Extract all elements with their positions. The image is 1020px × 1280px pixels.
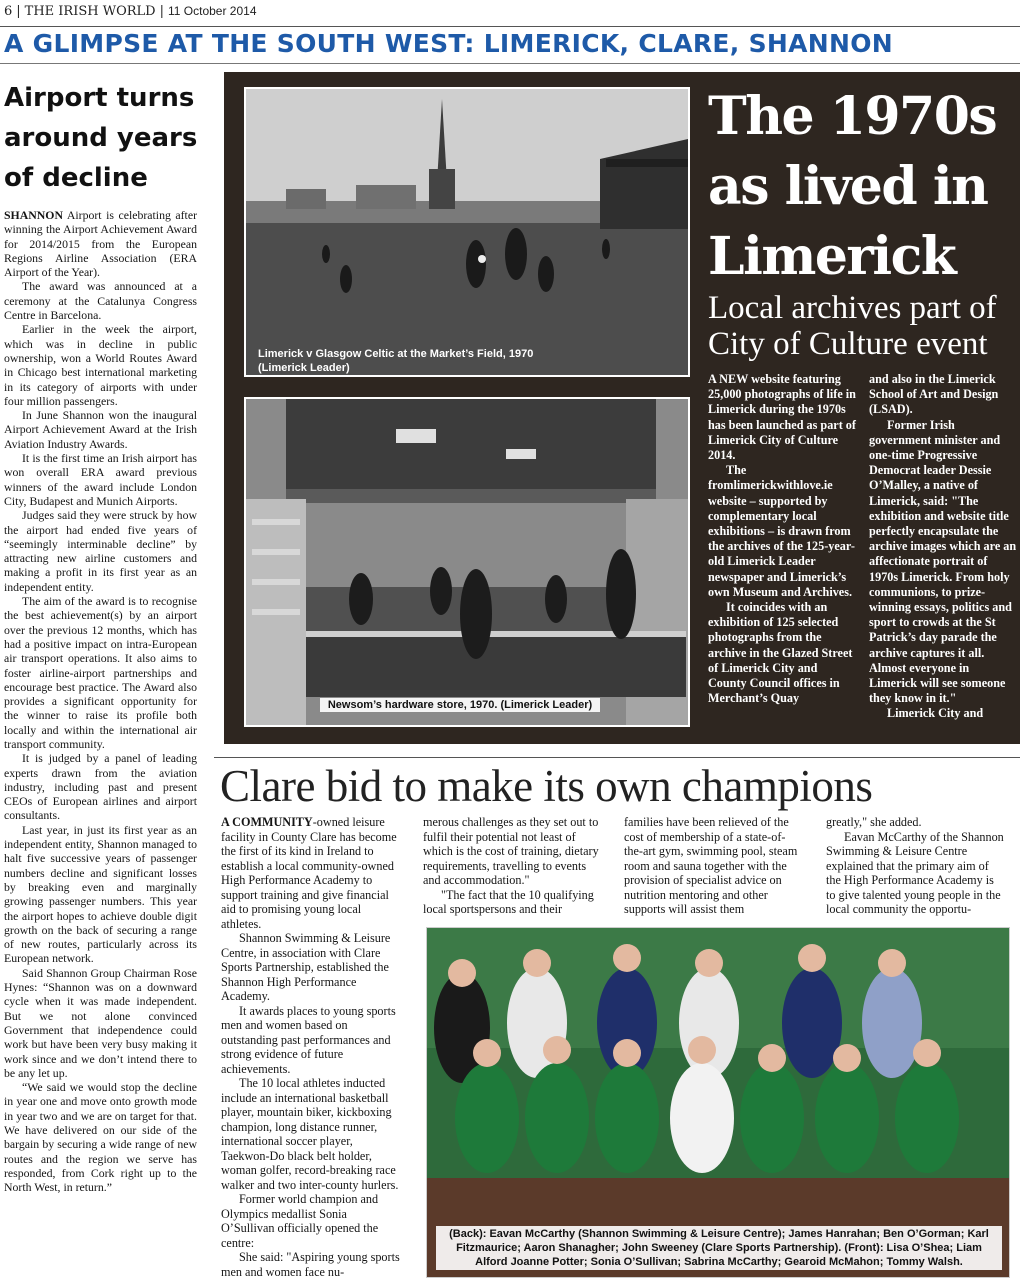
feature-subheadline: Local archives part of City of Culture event — [708, 290, 997, 362]
hardware-store-photo — [244, 397, 690, 727]
airport-headline: Airport turns around years of decline — [4, 83, 198, 193]
feature-headline: The 1970s as lived in Limerick — [708, 86, 997, 287]
airport-article-body: SHANNON Airport is celebrating after winning the Airport Achievement Award for 2014/2015 from the European Regions Airline Association (ERA Airport of the Year). The award was announced at a ceremony at the Catalunya Congress Centre in Barcelona. Earlier in the week the airport, which was in decline in public ownership, won a World Routes Award in Chicago best international marketing in its category of airports with under four million passengers. In June Shannon won the inaugural Airport Achievement Award at the Irish Aviation Industry Awards. It is the first time an Irish airport has won overall ERA award previous winners of the award include London City, Budapest and Munich Airports. Judges said they were struck by how the airport had ended five years of “seemingly interminable decline” by attracting new airline customers and making a profit in its first year as an independent entity. The aim of the award is to recognise the best achievement(s) by an airport over the previous 12 months, which has had a positive impact on intra-European air transport operations. It also aims to foster airline-airport partnerships and encourage best practice. The Award also provides a significant opportunity for the winner to raise its profile both locally and within the international air transport community. It is judged by a panel of leading experts drawn from the aviation industry, including past and present CEOs of European airlines and airport consultants. Last year, in just its first year as an independent entity, Shannon managed to halt five successive years of passenger numbers decline and significant losses by breaking even and marginally growing passenger numbers. This year the airport hopes to achieve double digit growth on the back of securing a range of new routes, particularly across its European network. Said Shannon Group Chairman Rose Hynes: “Shannon was on a downward cycle when it was made independent. But we not alone convinced Government that independence could work but have been very busy making it work since and we don’t intend there to be any let up. “We said we would stop the decline in year one and move onto growth mode in year two and we are on target for that. We have delivered on our side of the bargain by securing a wide range of new routes and the region we serve has responded, from Cork right up to the North West, in return.” — [4, 208, 197, 1195]
page-folio: 6 | THE IRISH WORLD | 11 October 2014 — [4, 4, 257, 19]
clare-column-2: merous challenges as they set out to fulfil their potential not least of which is the cost of training, dietary requirements, travelling to events and accommodation." "The fact that the 10 qualifying local sportspersons and their — [423, 815, 599, 916]
section-rule — [0, 63, 1020, 64]
clare-headline: Clare bid to make its own champions — [220, 761, 873, 811]
football-photo-caption: Limerick v Glasgow Celtic at the Market’s Field, 1970 (Limerick Leader) — [258, 348, 534, 374]
feature-column-2: and also in the Limerick School of Art and Design (LSAD). Former Irish government minister and one-time Progressive Democrat leader Dessie O’Malley, a native of Limerick, said: "The exhibition and website title perfectly encapsulate the archive images which are an affectionate portrait of 1970s Limerick. From holy communions, to prize-winning essays, politics and sport to crowds at the St Patrick’s day parade the archive captures it all. Almost everyone in Limerick will see someone they know in it." Limerick City and — [869, 372, 1017, 721]
page-number: 6 — [4, 4, 13, 19]
article-lead: SHANNON — [4, 208, 63, 222]
article-lead: A COMMUNITY — [221, 815, 313, 829]
issue-date: 11 October 2014 — [168, 4, 257, 18]
clare-column-4: greatly," she added. Eavan McCarthy of the Shannon Swimming & Leisure Centre explained that the primary aim of the High Performance Academy is to give talented young people in the local community the opportu- — [826, 815, 1004, 916]
hardware-photo-caption: Newsom’s hardware store, 1970. (Limerick Leader) — [320, 698, 600, 712]
feature-column-1: A NEW website featuring 25,000 photographs of life in Limerick during the 1970s has been launched as part of Limerick City of Culture 2014. The fromlimerickwithlove.ie website – supported by complementary local exhibitions – is drawn from the archives of the 125-year-old Limerick Leader newspaper and Limerick’s own Museum and Archives. It coincides with an exhibition of 125 selected photographs from the archive in the Glazed Street of Limerick City and County Council offices in Merchant’s Quay — [708, 372, 856, 706]
clare-divider — [214, 757, 1020, 758]
football-match-photo — [244, 87, 690, 377]
publication-name: THE IRISH WORLD — [24, 4, 156, 19]
header-rule — [0, 26, 1020, 27]
clare-column-3: families have been relieved of the cost of membership of a state-of-the-art gym, swimming pool, steam room and sauna together with the provision of specialist advice on nutrition mentoring and other supports will assist them — [624, 815, 798, 916]
clare-column-1: A COMMUNITY-owned leisure facility in County Clare has become the first of its kind in Ireland to establish a local community-owned High Performance Academy to support training and give financial aid to promising young local athletes. Shannon Swimming & Leisure Centre, in association with Clare Sports Partnership, established the Shannon High Performance Academy. It awards places to young sports men and women based on outstanding past performances and strong evidence of future achievements. The 10 local athletes inducted include an international basketball player, mountain biker, kickboxing champion, long distance runner, international soccer player, Taekwon-Do black belt holder, woman golfer, record-breaking race walker and two inter-county hurlers. Former world champion and Olympics medallist Sonia O’Sullivan officially opened the centre: She said: "Aspiring young sports men and women face nu- — [221, 815, 400, 1279]
section-title: A GLIMPSE AT THE SOUTH WEST: LIMERICK, CLARE, SHANNON — [4, 29, 894, 58]
team-photo-caption: (Back): Eavan McCarthy (Shannon Swimming & Leisure Centre); James Hanrahan; Ben O’Gorman; Karl Fitzmaurice; Aaron Shanagher; John Sweeney (Clare Sports Partnership). (Front): Lisa O’Shea; Liam Alford Joanne Potter; Sonia O’Sullivan; Sabrina McCarthy; Gearoid McMahon; Tommy Walsh. — [436, 1226, 1002, 1270]
